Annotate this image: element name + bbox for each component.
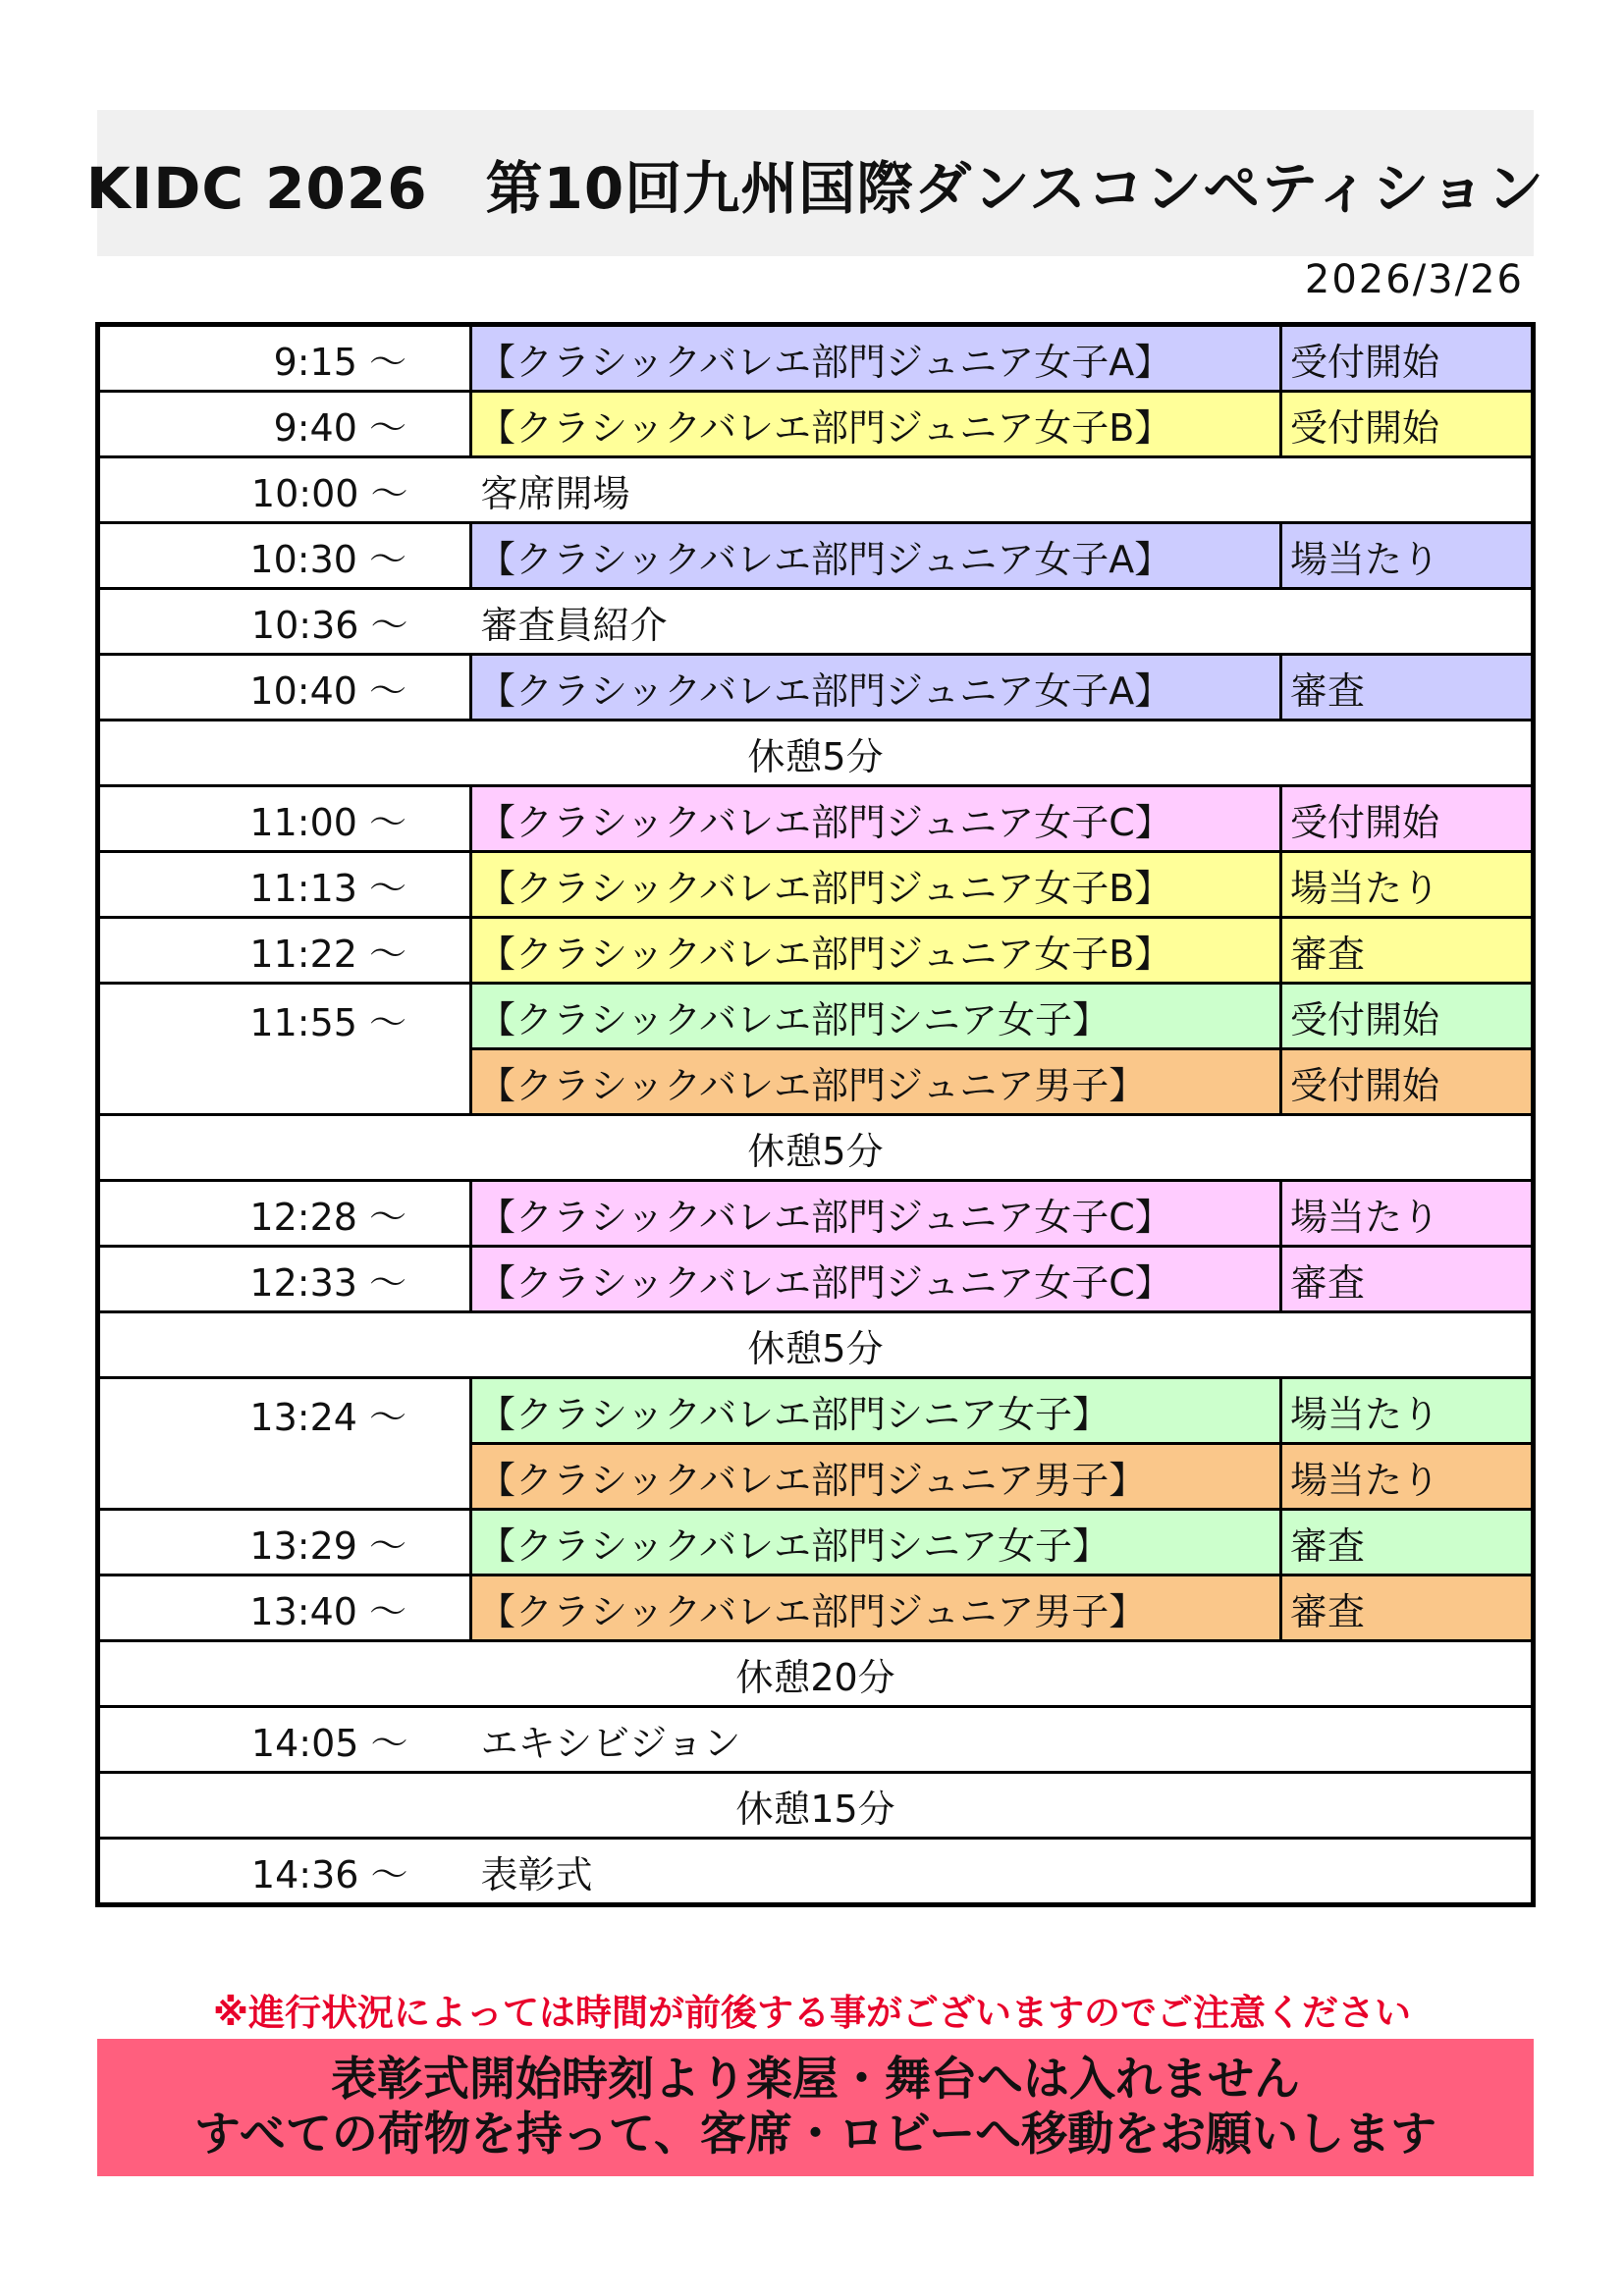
schedule-row <box>98 852 1534 918</box>
page-title: KIDC 2026 第10回九州国際ダンスコンペティション <box>85 154 1545 222</box>
schedule-row <box>98 1247 1534 1312</box>
schedule-row <box>98 1510 1534 1575</box>
row-group: 【クラシックバレエ部門ジュニア女子B】 <box>471 918 1281 984</box>
break-label: 休憩5分 <box>98 1312 1534 1378</box>
row-time: 10:30 ～ <box>98 523 471 589</box>
break-row <box>98 1773 1534 1839</box>
row-group: 【クラシックバレエ部門ジュニア女子A】 <box>471 655 1281 721</box>
row-group: 【クラシックバレエ部門ジュニア女子B】 <box>471 852 1281 918</box>
row-group: 【クラシックバレエ部門ジュニア男子】 <box>471 1049 1281 1115</box>
row-time: 11:22 ～ <box>98 918 471 984</box>
row-group: 【クラシックバレエ部門ジュニア男子】 <box>471 1575 1281 1641</box>
row-time: 13:24 ～ <box>98 1378 471 1510</box>
row-group: 【クラシックバレエ部門シニア女子】 <box>471 984 1281 1049</box>
row-status: 場当たり <box>1281 852 1534 918</box>
row-status: 審査 <box>1281 1575 1534 1641</box>
schedule-table <box>95 322 1536 1907</box>
row-status: 受付開始 <box>1281 984 1534 1049</box>
row-event: 表彰式 <box>471 1839 1534 1905</box>
row-time: 13:29 ～ <box>98 1510 471 1575</box>
schedule-row <box>98 457 1534 523</box>
row-group: 【クラシックバレエ部門ジュニア女子C】 <box>471 1247 1281 1312</box>
row-status: 審査 <box>1281 655 1534 721</box>
row-status: 場当たり <box>1281 1378 1534 1444</box>
schedule-row <box>98 1707 1534 1773</box>
row-time: 11:55 ～ <box>98 984 471 1115</box>
schedule-row <box>98 1575 1534 1641</box>
break-row <box>98 1115 1534 1181</box>
row-time: 11:00 ～ <box>98 786 471 852</box>
row-group: 【クラシックバレエ部門ジュニア女子C】 <box>471 786 1281 852</box>
row-time: 9:40 ～ <box>98 392 471 457</box>
schedule-row <box>98 1839 1534 1905</box>
row-status: 場当たり <box>1281 523 1534 589</box>
row-time: 10:00 ～ <box>98 457 471 523</box>
break-row <box>98 1641 1534 1707</box>
row-group: 【クラシックバレエ部門シニア女子】 <box>471 1378 1281 1444</box>
break-label: 休憩5分 <box>98 721 1534 786</box>
row-status: 受付開始 <box>1281 786 1534 852</box>
row-time: 9:15 ～ <box>98 325 471 392</box>
row-status: 場当たり <box>1281 1444 1534 1510</box>
row-time: 14:05 ～ <box>98 1707 471 1773</box>
schedule-row <box>98 984 1534 1049</box>
row-status: 審査 <box>1281 1510 1534 1575</box>
break-row <box>98 721 1534 786</box>
row-event: 客席開場 <box>471 457 1534 523</box>
row-time: 12:28 ～ <box>98 1181 471 1247</box>
schedule-row <box>98 589 1534 655</box>
row-time: 10:40 ～ <box>98 655 471 721</box>
row-status: 受付開始 <box>1281 1049 1534 1115</box>
row-time: 11:13 ～ <box>98 852 471 918</box>
banner-line-1: 表彰式開始時刻より楽屋・舞台へは入れません <box>331 2053 1300 2107</box>
row-event: エキシビジョン <box>471 1707 1534 1773</box>
row-group: 【クラシックバレエ部門ジュニア女子A】 <box>471 523 1281 589</box>
row-group: 【クラシックバレエ部門ジュニア女子B】 <box>471 392 1281 457</box>
break-label: 休憩20分 <box>98 1641 1534 1707</box>
schedule-row <box>98 1181 1534 1247</box>
schedule-row <box>98 655 1534 721</box>
row-group: 【クラシックバレエ部門ジュニア男子】 <box>471 1444 1281 1510</box>
break-label: 休憩15分 <box>98 1773 1534 1839</box>
schedule-date: 2026/3/26 <box>1304 257 1524 302</box>
row-group: 【クラシックバレエ部門ジュニア女子A】 <box>471 325 1281 392</box>
row-time: 12:33 ～ <box>98 1247 471 1312</box>
row-time: 10:36 ～ <box>98 589 471 655</box>
schedule-row <box>98 1378 1534 1444</box>
row-status: 受付開始 <box>1281 325 1534 392</box>
caution-note: ※進行状況によっては時間が前後する事がございますのでご注意ください <box>213 1992 1411 2034</box>
row-status: 審査 <box>1281 918 1534 984</box>
schedule-row <box>98 918 1534 984</box>
schedule-row <box>98 523 1534 589</box>
break-label: 休憩5分 <box>98 1115 1534 1181</box>
schedule-row <box>98 786 1534 852</box>
title-box <box>85 110 1545 256</box>
row-status: 審査 <box>1281 1247 1534 1312</box>
break-row <box>98 1312 1534 1378</box>
row-status: 受付開始 <box>1281 392 1534 457</box>
row-status: 場当たり <box>1281 1181 1534 1247</box>
schedule-row <box>98 325 1534 392</box>
banner-line-2: すべての荷物を持って、客席・ロビーへ移動をお願いします <box>193 2108 1437 2162</box>
row-time: 14:36 ～ <box>98 1839 471 1905</box>
schedule-row <box>98 392 1534 457</box>
row-group: 【クラシックバレエ部門ジュニア女子C】 <box>471 1181 1281 1247</box>
row-event: 審査員紹介 <box>471 589 1534 655</box>
row-group: 【クラシックバレエ部門シニア女子】 <box>471 1510 1281 1575</box>
notice-banner <box>97 2039 1534 2176</box>
row-time: 13:40 ～ <box>98 1575 471 1641</box>
